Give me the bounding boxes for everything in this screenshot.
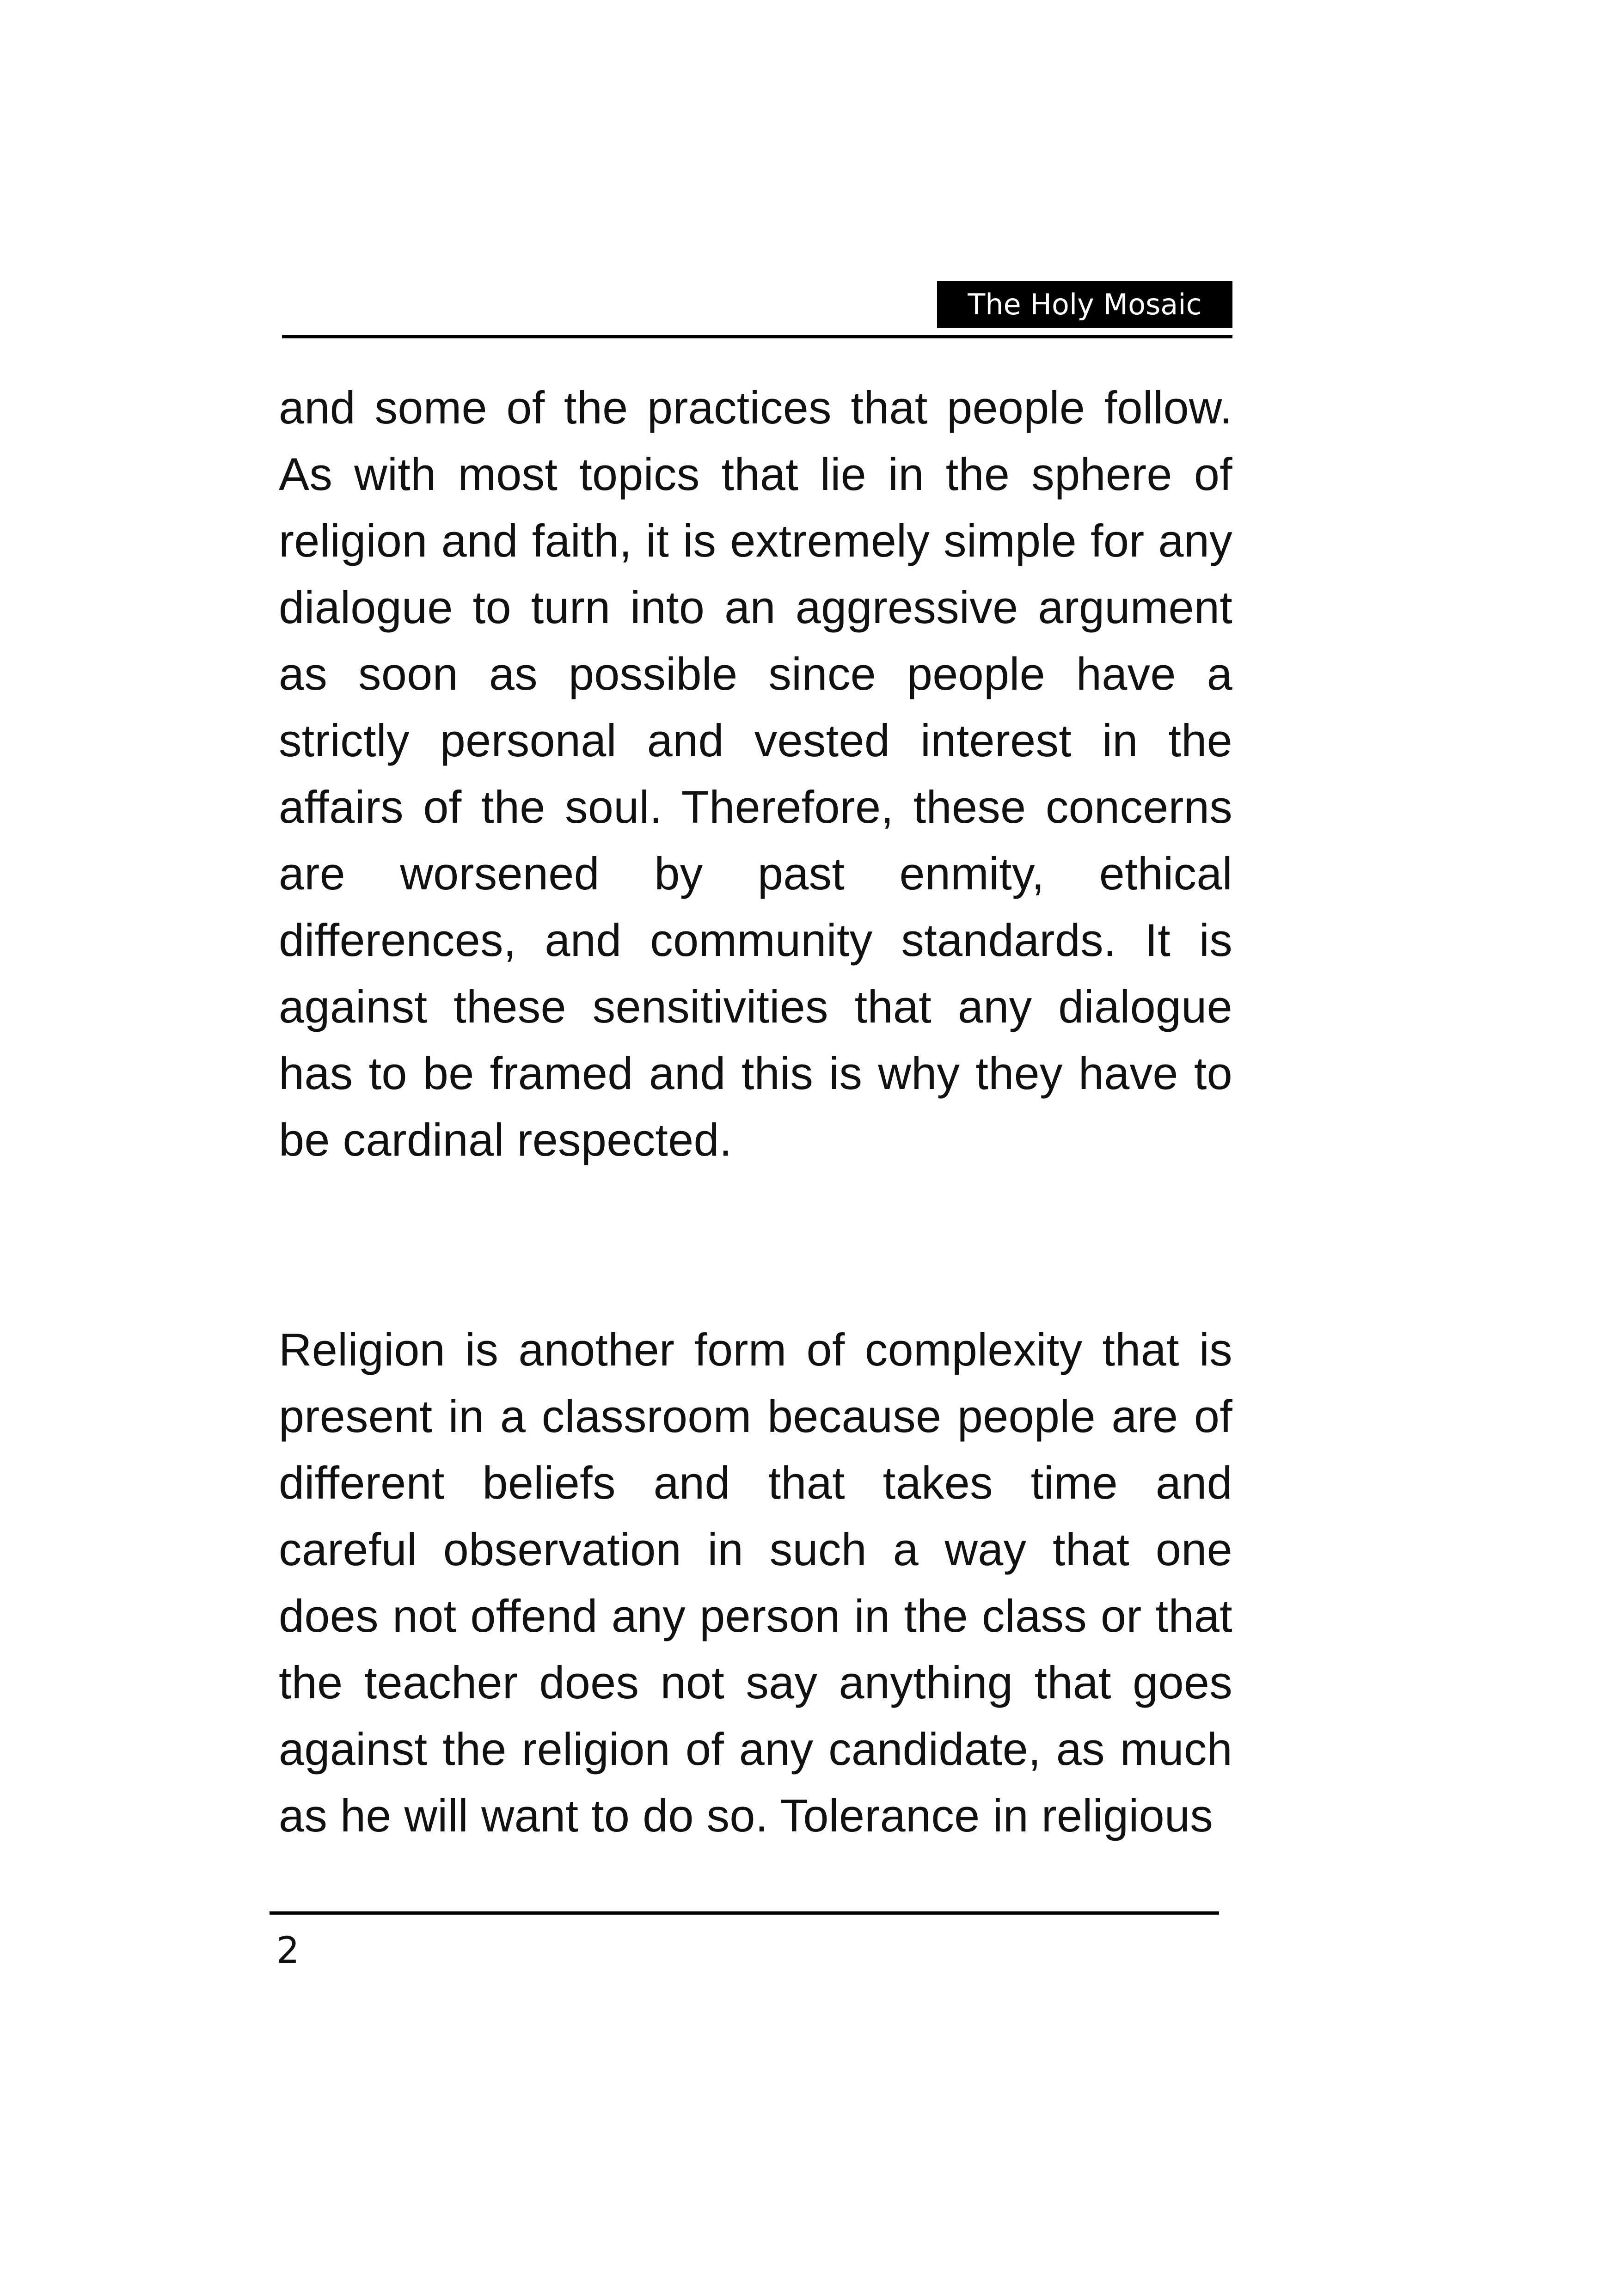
body-paragraph-2: Religion is another form of complexity that is present in a classroom because people are of different beliefs and that takes time and careful observation in such a way that one does not offend any person in the class or that the teacher does not say anything that goes against the religion of any candidate, as much as he will want to do so. Tolerance in religious [279,1324,1232,1841]
running-header-title: The Holy Mosaic [937,281,1232,328]
footer-divider [270,1911,1219,1915]
body-paragraph-1: and some of the practices that people follow. As with most topics that lie in the sphere of religion and faith, it is extremely simple for any dialogue to turn into an aggressive argument as soon as possible since people have a strictly personal and vested interest in the affairs of the soul. Therefore, these concerns are worsened by past enmity, ethical differences, and community standards. It is against these sensitivities that any dialogue has to be framed and this is why they have to be cardinal respected. [279,382,1232,1165]
header-divider [282,335,1232,338]
page-number: 2 [276,1930,300,1971]
